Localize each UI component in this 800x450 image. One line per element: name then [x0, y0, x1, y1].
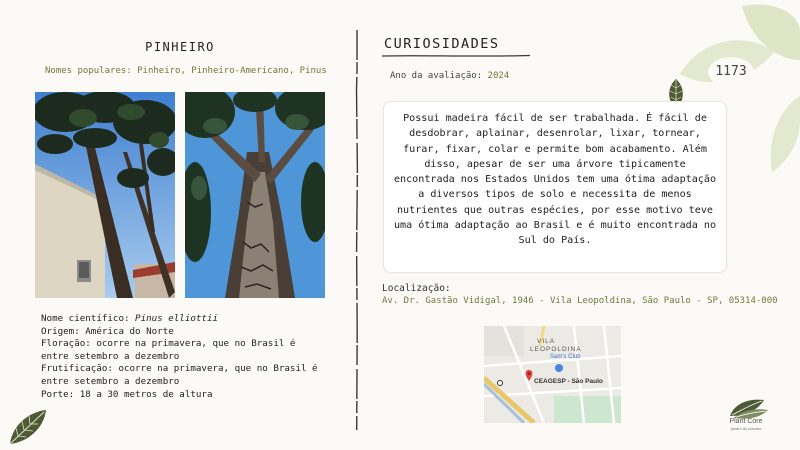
scientific-name-label: Nome científico: — [41, 313, 136, 324]
map-district-2: LEOPOLDINA — [530, 346, 582, 353]
evaluation-year-label: Ano da avaliação: — [390, 71, 488, 81]
flowering: Floração: ocorre na primavera, que no Brasil é — [41, 338, 296, 350]
location-address: Av. Dr. Gastão Vidigal, 1946 - Vila Leopoldina, São Paulo - SP, 05314-000 — [382, 296, 778, 306]
map-poi-ceagesp: CEAGESP - São Paulo — [534, 378, 603, 385]
tree-photo-2 — [185, 92, 325, 298]
map-poi-sams-club: Sam's Club — [550, 354, 581, 360]
section-title: CURIOSIDADES — [384, 36, 500, 52]
tree-photo-1 — [35, 92, 175, 298]
origin: Origem: América do Norte — [41, 325, 174, 337]
flowering-period: entre setembro a dezembro — [41, 350, 180, 362]
evaluation-year-value: 2024 — [487, 71, 510, 81]
curiosity-text: Possui madeira fácil de ser trabalhada. É fácil de desdobrar, aplainar, desenrolar, lixar, tornear, furar, fixar, colar e permite bom acabamento. Além disso, apesar de ser uma árvore tipicamente encontrada nos Estados Unidos tem uma ótima adaptação a diversos tipos de solo e necessita de menos nutrientes que outras espécies, por esse motivo teve uma ótima adaptação ao Brasil e é muito encontrada no Sul do País. — [393, 113, 717, 247]
leaf-icon — [8, 408, 48, 446]
popular-names: Nomes populares: Pinheiro, Pinheiro-Americano, Pinus — [45, 66, 327, 76]
page-title: PINHEIRO — [145, 40, 215, 54]
location-map[interactable] — [484, 326, 621, 423]
record-number-badge: 1173 — [708, 57, 754, 87]
map-district-1: VILA — [537, 338, 556, 345]
scientific-name: Pinus elliottii — [135, 313, 219, 324]
fruiting-period: entre setembro a dezembro — [41, 375, 180, 387]
fruiting: Frutificação: ocorre na primavera, que no Brasil é — [41, 363, 318, 375]
logo-name: Plant Core — [729, 418, 763, 425]
title-underline — [382, 54, 530, 58]
tree-size: Porte: 18 a 30 metros de altura — [41, 388, 213, 400]
column-divider — [355, 30, 359, 430]
curiosity-card — [383, 101, 727, 273]
evaluation-year — [390, 71, 509, 81]
scientific-name-row — [41, 313, 341, 326]
logo-tagline: jardim de plantas — [730, 426, 762, 431]
location-label: Localização: — [382, 283, 451, 294]
tree-info — [41, 313, 341, 401]
